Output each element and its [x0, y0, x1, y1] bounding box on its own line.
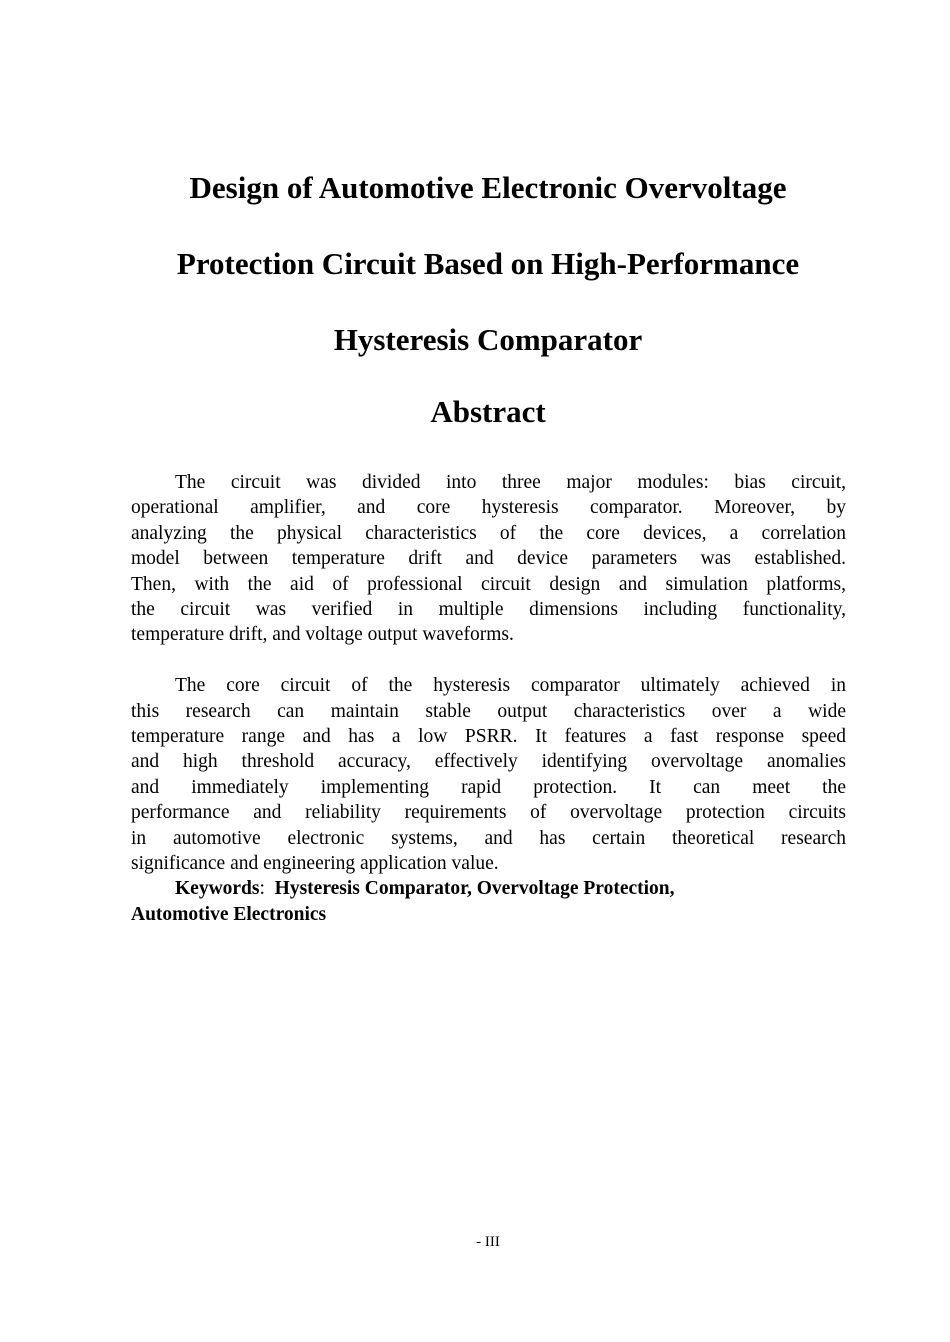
paragraph-2-line: in automotive electronic systems, and has certain theoretical research — [131, 827, 846, 849]
thesis-title — [0, 150, 950, 378]
paragraph-2-line: this research can maintain stable output characteristics over a wide — [131, 700, 846, 722]
abstract-heading: Abstract — [430, 394, 546, 429]
title-line-2: Protection Circuit Based on High-Performance — [176, 246, 800, 281]
abstract-paragraph-1 — [131, 470, 846, 648]
paragraph-2-line: temperature range and has a low PSRR. It features a fast response speed — [131, 726, 846, 748]
paragraph-1-line: Then, with the aid of professional circuit design and simulation platforms, — [131, 573, 846, 595]
paragraph-2-line: and immediately implementing rapid protection. It can meet the — [131, 776, 846, 798]
title-line-1: Design of Automotive Electronic Overvoltage — [189, 170, 787, 205]
keywords-label: Keywords — [175, 878, 260, 900]
paragraph-1-line: The circuit was divided into three major modules: bias circuit, — [175, 472, 846, 493]
keywords-list-part-1: Hysteresis Comparator, Overvoltage Protection, — [274, 878, 675, 900]
keywords-line-1 — [131, 876, 846, 901]
paragraph-2-line: significance and engineering application value. — [131, 853, 499, 875]
keywords-block — [131, 876, 846, 927]
paragraph-2-line: The core circuit of the hysteresis comparator ultimately achieved in — [175, 675, 846, 697]
paragraph-1-line: temperature drift, and voltage output waveforms. — [131, 624, 514, 646]
abstract-body — [131, 470, 846, 927]
paragraph-1-line: the circuit was verified in multiple dimensions including functionality, — [131, 599, 846, 621]
paragraph-2-line: and high threshold accuracy, effectively identifying overvoltage anomalies — [131, 751, 846, 773]
paragraph-gap — [131, 648, 846, 673]
paragraph-1-line: operational amplifier, and core hysteresis comparator. Moreover, by — [131, 497, 846, 519]
page-number: - III — [476, 1234, 500, 1250]
paragraph-2-line: performance and reliability requirements of overvoltage protection circuits — [131, 802, 846, 824]
keywords-line-2: Automotive Electronics — [131, 903, 327, 925]
abstract-paragraph-2 — [131, 673, 846, 876]
keywords-separator: : — [259, 878, 265, 900]
title-line-3: Hysteresis Comparator — [333, 322, 643, 357]
paragraph-1-line: model between temperature drift and device parameters was established. — [131, 548, 846, 570]
paragraph-1-line: analyzing the physical characteristics of the core devices, a correlation — [131, 522, 846, 544]
